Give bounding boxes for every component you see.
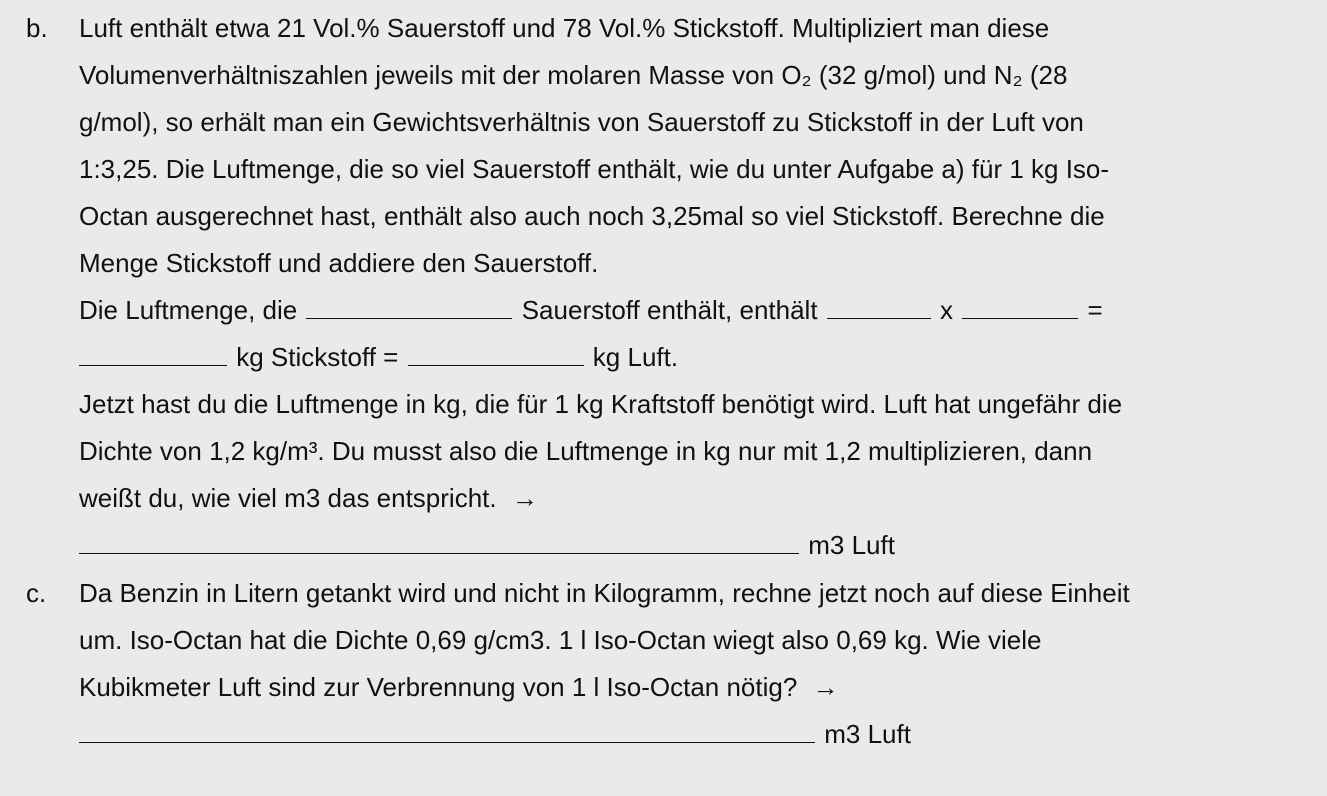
blank-answer-b[interactable] xyxy=(79,533,799,554)
fill-text: Die Luftmenge, die xyxy=(79,295,298,325)
blank-air-kg[interactable] xyxy=(408,345,584,366)
answer-line-c xyxy=(79,711,1319,758)
blank-nitrogen-kg[interactable] xyxy=(79,345,227,366)
blank-factor-2[interactable] xyxy=(962,298,1078,319)
fill-text: kg Luft. xyxy=(592,342,679,372)
density-line xyxy=(79,475,1319,522)
fill-text: Sauerstoff enthält, enthält xyxy=(521,295,818,325)
intro-line: Volumenverhältniszahlen jeweils mit der molaren Masse von O₂ (32 g/mol) und N₂ (28 xyxy=(79,60,1068,90)
arrow-right-icon: → xyxy=(812,672,839,702)
intro-line: Luft enthält etwa 21 Vol.% Sauerstoff und 78 Vol.% Stickstoff. Multipliziert man diese xyxy=(79,13,1050,43)
blank-factor-1[interactable] xyxy=(827,298,931,319)
fill-in-line-2 xyxy=(79,334,1319,381)
section-c-line: um. Iso-Octan hat die Dichte 0,69 g/cm3. 1 l Iso-Octan wiegt also 0,69 kg. Wie viele xyxy=(79,625,1042,655)
intro-line: g/mol), so erhält man ein Gewichtsverhältnis von Sauerstoff zu Stickstoff in der Luft von xyxy=(79,107,1084,137)
answer-line-b xyxy=(79,522,1319,569)
section-b-body xyxy=(79,5,1319,569)
multiply-sign: x xyxy=(940,295,954,325)
blank-answer-c[interactable] xyxy=(79,722,815,743)
answer-unit: m3 Luft xyxy=(824,719,911,749)
section-c-line: Da Benzin in Litern getankt wird und nicht in Kilogramm, rechne jetzt noch auf diese Einheit xyxy=(79,578,1130,608)
fill-text: kg Stickstoff = xyxy=(236,342,399,372)
arrow-right-icon: → xyxy=(511,483,538,513)
section-c-marker: c. xyxy=(26,578,47,608)
equals-sign: = xyxy=(1087,295,1103,325)
intro-line: 1:3,25. Die Luftmenge, die so viel Sauerstoff enthält, wie du unter Aufgabe a) für 1 kg Iso- xyxy=(79,154,1110,184)
density-text: weißt du, wie viel m3 das entspricht. xyxy=(79,483,497,513)
section-b-marker: b. xyxy=(26,13,48,43)
section-c-line xyxy=(79,664,1319,711)
section-c-body xyxy=(79,570,1319,758)
intro-line: Octan ausgerechnet hast, enthält also auch noch 3,25mal so viel Stickstoff. Berechne die xyxy=(79,201,1105,231)
section-c-text: Kubikmeter Luft sind zur Verbrennung von 1 l Iso-Octan nötig? xyxy=(79,672,798,702)
blank-oxygen-amount[interactable] xyxy=(306,298,512,319)
fill-in-line-1 xyxy=(79,287,1319,334)
answer-unit: m3 Luft xyxy=(808,530,895,560)
density-line: Jetzt hast du die Luftmenge in kg, die für 1 kg Kraftstoff benötigt wird. Luft hat ungefähr die xyxy=(79,389,1123,419)
density-line: Dichte von 1,2 kg/m³. Du musst also die Luftmenge in kg nur mit 1,2 multiplizieren, dann xyxy=(79,436,1093,466)
intro-line: Menge Stickstoff und addiere den Sauerstoff. xyxy=(79,248,599,278)
